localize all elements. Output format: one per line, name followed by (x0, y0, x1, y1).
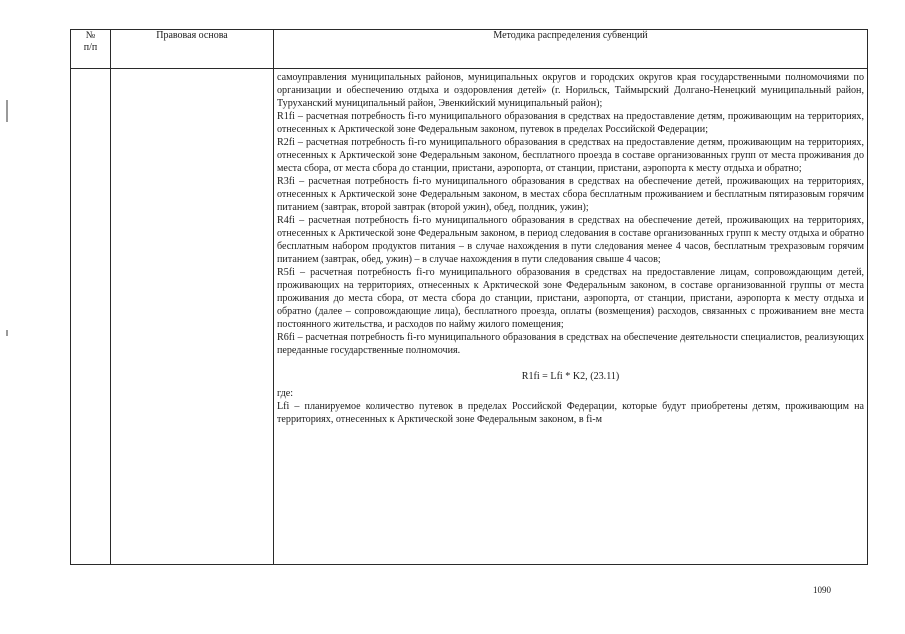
scan-artifact-mark (6, 330, 8, 336)
cell-legal-basis (111, 69, 274, 565)
paragraph: R3fi – расчетная потребность fi-го муниципального образования в средствах на обеспечение детей, проживающих на территориях, отнесенных к Арктической зоне Федеральным законом, в местах сбора бесплатным проживанием и бесплатным пятиразовым горячим питанием (завтрак, второй завтрак (второй ужин), обед, полдник, ужин); (277, 176, 864, 213)
header-number-symbol: № (85, 30, 96, 41)
table-header-row (71, 30, 868, 69)
formula: R1fi = Lfi * K2, (23.11) (521, 371, 620, 382)
page-number: 1090 (813, 585, 831, 595)
scan-artifact-mark (6, 100, 8, 122)
header-legal-basis: Правовая основа (111, 30, 274, 69)
paragraph: R4fi – расчетная потребность fi-го муниципального образования в средствах на обеспечение детей, проживающих на территориях, отнесенных к Арктической зоне Федеральным законом, в период следования в составе организованных групп к месту отдыха и обратно бесплатным набором продуктов питания – в случае нахождения в пути следования менее 4 часов, бесплатным трехразовым горячим питанием (завтрак, обед, ужин) – в случае нахождения в пути следования свыше 4 часов; (277, 215, 864, 265)
header-methodology: Методика распределения субвенций (274, 30, 868, 69)
paragraph: R2fi – расчетная потребность fi-го муниципального образования в средствах на предоставление детям, проживающим на территориях, отнесенных к Арктической зоне Федеральным законом, бесплатного проезда в составе организованных групп от места проживания до места сбора, от места сбора до станции, пристани, аэропорта, от станции, пристани, аэропорта к месту отдыха и обратно; (277, 137, 864, 174)
cell-methodology (274, 69, 868, 565)
paragraph: R6fi – расчетная потребность fi-го муниципального образования в средствах на обеспечение деятельности специалистов, реализующих переданные государственные полномочия. (277, 332, 864, 356)
paragraph: R5fi – расчетная потребность fi-го муниципального образования в средствах на предоставление лицам, сопровождающим детей, проживающих на территориях, отнесенных к Арктической зоне Федеральным законом, в составе организованной группы от места проживания до места сбора, от места сбора до станции, пристани, аэропорта, от станции, пристани, аэропорта к месту отдыха и обратно (далее – сопровождающие лица), бесплатного проезда, оплаты (возмещения) расходов, связанных с проживанием вне места постоянного жительства, и расходов по найму жилого помещения; (277, 267, 864, 330)
methodology-text (274, 69, 867, 564)
paragraph: R1fi – расчетная потребность fi-го муниципального образования в средствах на предоставление детям, проживающим на территориях, отнесенных к Арктической зоне Федеральным законом, путевок в пределах Российской Федерации; (277, 111, 864, 135)
paragraph: Lfi – планируемое количество путевок в пределах Российской Федерации, которые будут приобретены детям, проживающим на территориях, отнесенных к Арктической зоне Федеральным законом, в fi-м (277, 401, 864, 425)
paragraph: самоуправления муниципальных районов, муниципальных округов и городских округов края государственными полномочиями по организации и обеспечению отдыха и оздоровления детей» (г. Норильск, Таймырский Долгано-Ненецкий муниципальный район, Туруханский муниципальный район, Эвенкийский муниципальный район); (277, 72, 864, 109)
header-number (71, 30, 111, 69)
header-number-abbr: п/п (83, 42, 98, 53)
table-row (71, 69, 868, 565)
where-label: где: (277, 388, 294, 399)
cell-number (71, 69, 111, 565)
subsidy-methodology-table (70, 29, 868, 565)
